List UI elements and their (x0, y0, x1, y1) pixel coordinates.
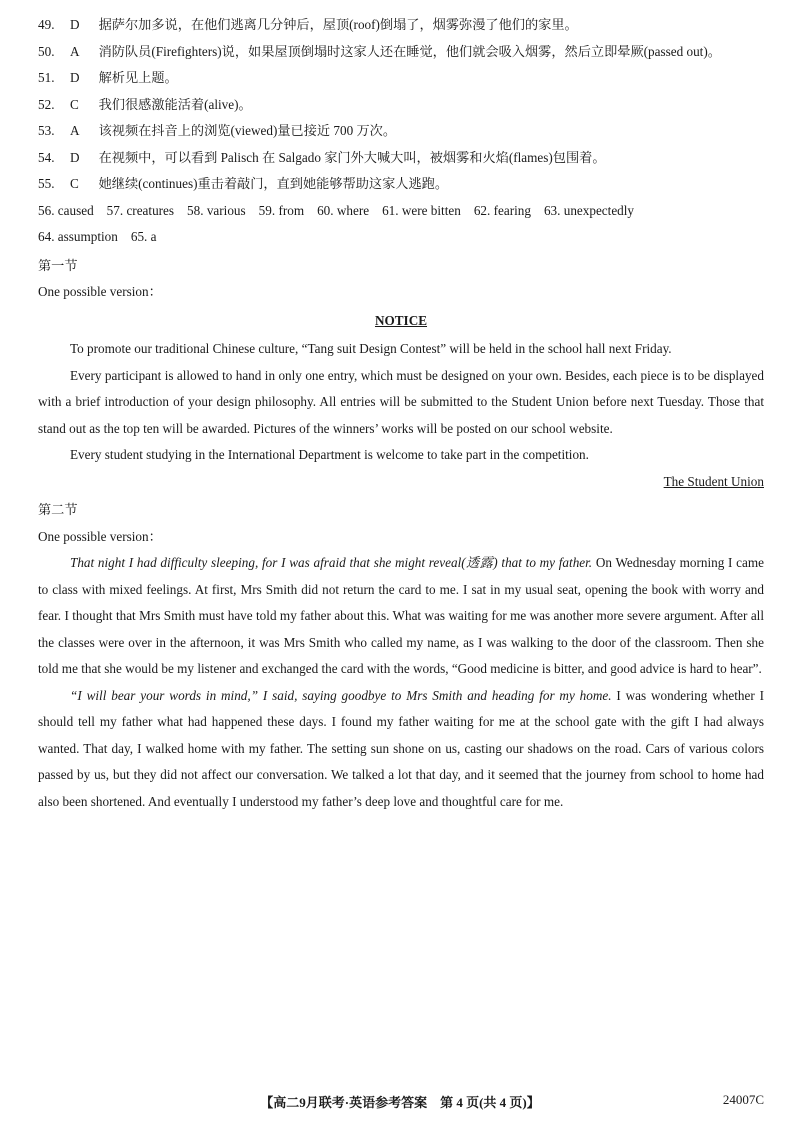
writing-section-1 (38, 253, 764, 496)
footer-code: 24007C (722, 1092, 764, 1107)
story-paragraph-2-opening: “I will bear your words in mind,” I said, saying goodbye to Mrs Smith and heading for my home. (70, 687, 612, 703)
vocab-answers-line-1: 56. caused 57. creatures 58. various 59. from 60. where 61. were bitten 62. fearing 63. unexpectedly (38, 202, 635, 218)
answer-row-53: 53. A 该视频在抖音上的浏览(viewed)量已接近 700 万次。 (38, 123, 397, 138)
section-1-version-label: One possible version： (38, 284, 162, 299)
vocab-answers-line-2: 64. assumption 65. a (38, 229, 157, 244)
answer-row-51: 51. D 解析见上题。 (38, 70, 178, 85)
story-paragraph-2 (38, 683, 764, 816)
notice-paragraph-3: Every student studying in the International Department is welcome to take part in the competition. (70, 447, 589, 462)
answer-row-50: 50. A 消防队员(Firefighters)说，如果屋顶倒塌时这家人还在睡觉，他们就会吸入烟雾，然后立即晕厥(passed out)。 (38, 43, 721, 59)
notice-paragraph-2: Every participant is allowed to hand in only one entry, which must be designed on your own. Besides, each piece is to be displayed with a brief introduction of your design philosophy. All entries will be submitted to the Student Union before next Tuesday. Those that stand out as the top ten will be awarded. Pictures of the winners’ works will be posted on our school website. (38, 367, 764, 436)
notice-signature: The Student Union (663, 473, 764, 489)
story-paragraph-1 (38, 550, 764, 683)
footer-title: 【高二9月联考·英语参考答案 第 4 页(共 4 页)】 (260, 1095, 540, 1110)
answer-document (38, 12, 764, 815)
answer-row-49: 49. D 据萨尔加多说，在他们逃离几分钟后，屋顶(roof)倒塌了，烟雾弥漫了他们的家里。 (38, 17, 578, 32)
section-2-version-label: One possible version： (38, 528, 162, 544)
notice-title: NOTICE (374, 312, 428, 328)
story-paragraph-2-body: I was wondering whether I should tell my father what had happened these days. I found my father waiting for me at the school gate with the gift I had always wanted. That day, I walked home with my father. The setting sun shone on us, casting our shadows on the road. Cars of various colors passed by us, but they did not affect our conversation. We talked a lot that day, and it seemed that the journey from school to home had also been shortened. And eventually I understood my father’s deep love and thoughtful care for me. (38, 687, 764, 809)
section-1-heading: 第一节 (38, 257, 78, 273)
story-paragraph-1-body: On Wednesday morning I came to class with mixed feelings. At first, Mrs Smith did not return the card to me. I sat in my usual seat, opening the book with worry and fear. I thought that Mrs Smith must have told my father about this. What was waiting for me was another more severe argument. After all the classes were over in the afternoon, it was Mrs Smith who called my name, as I was walking to the door of the classroom. Then she told me that she would be my listener and exchanged the card with the words, “Good medicine is bitter, and good advice is hard to hear”. (38, 555, 764, 676)
answer-list (38, 12, 764, 198)
answer-row-52: 52. C 我们很感激能活着(alive)。 (38, 96, 252, 112)
answer-row-55: 55. C 她继续(continues)重击着敲门，直到她能够帮助这家人逃跑。 (38, 176, 449, 191)
answer-row-54: 54. D 在视频中，可以看到 Palisch 在 Salgado 家门外大喊大叫，被烟雾和火焰(flames)包围着。 (38, 149, 606, 165)
writing-section-2 (38, 497, 764, 815)
story-paragraph-1-opening: That night I had difficulty sleeping, for I was afraid that she might reveal(透露) that to my father. (70, 555, 593, 570)
section-2-heading: 第二节 (38, 502, 78, 517)
page-footer (0, 1092, 800, 1120)
notice-paragraph-1: To promote our traditional Chinese culture, “Tang suit Design Contest” will be held in the school hall next Friday. (70, 341, 672, 356)
